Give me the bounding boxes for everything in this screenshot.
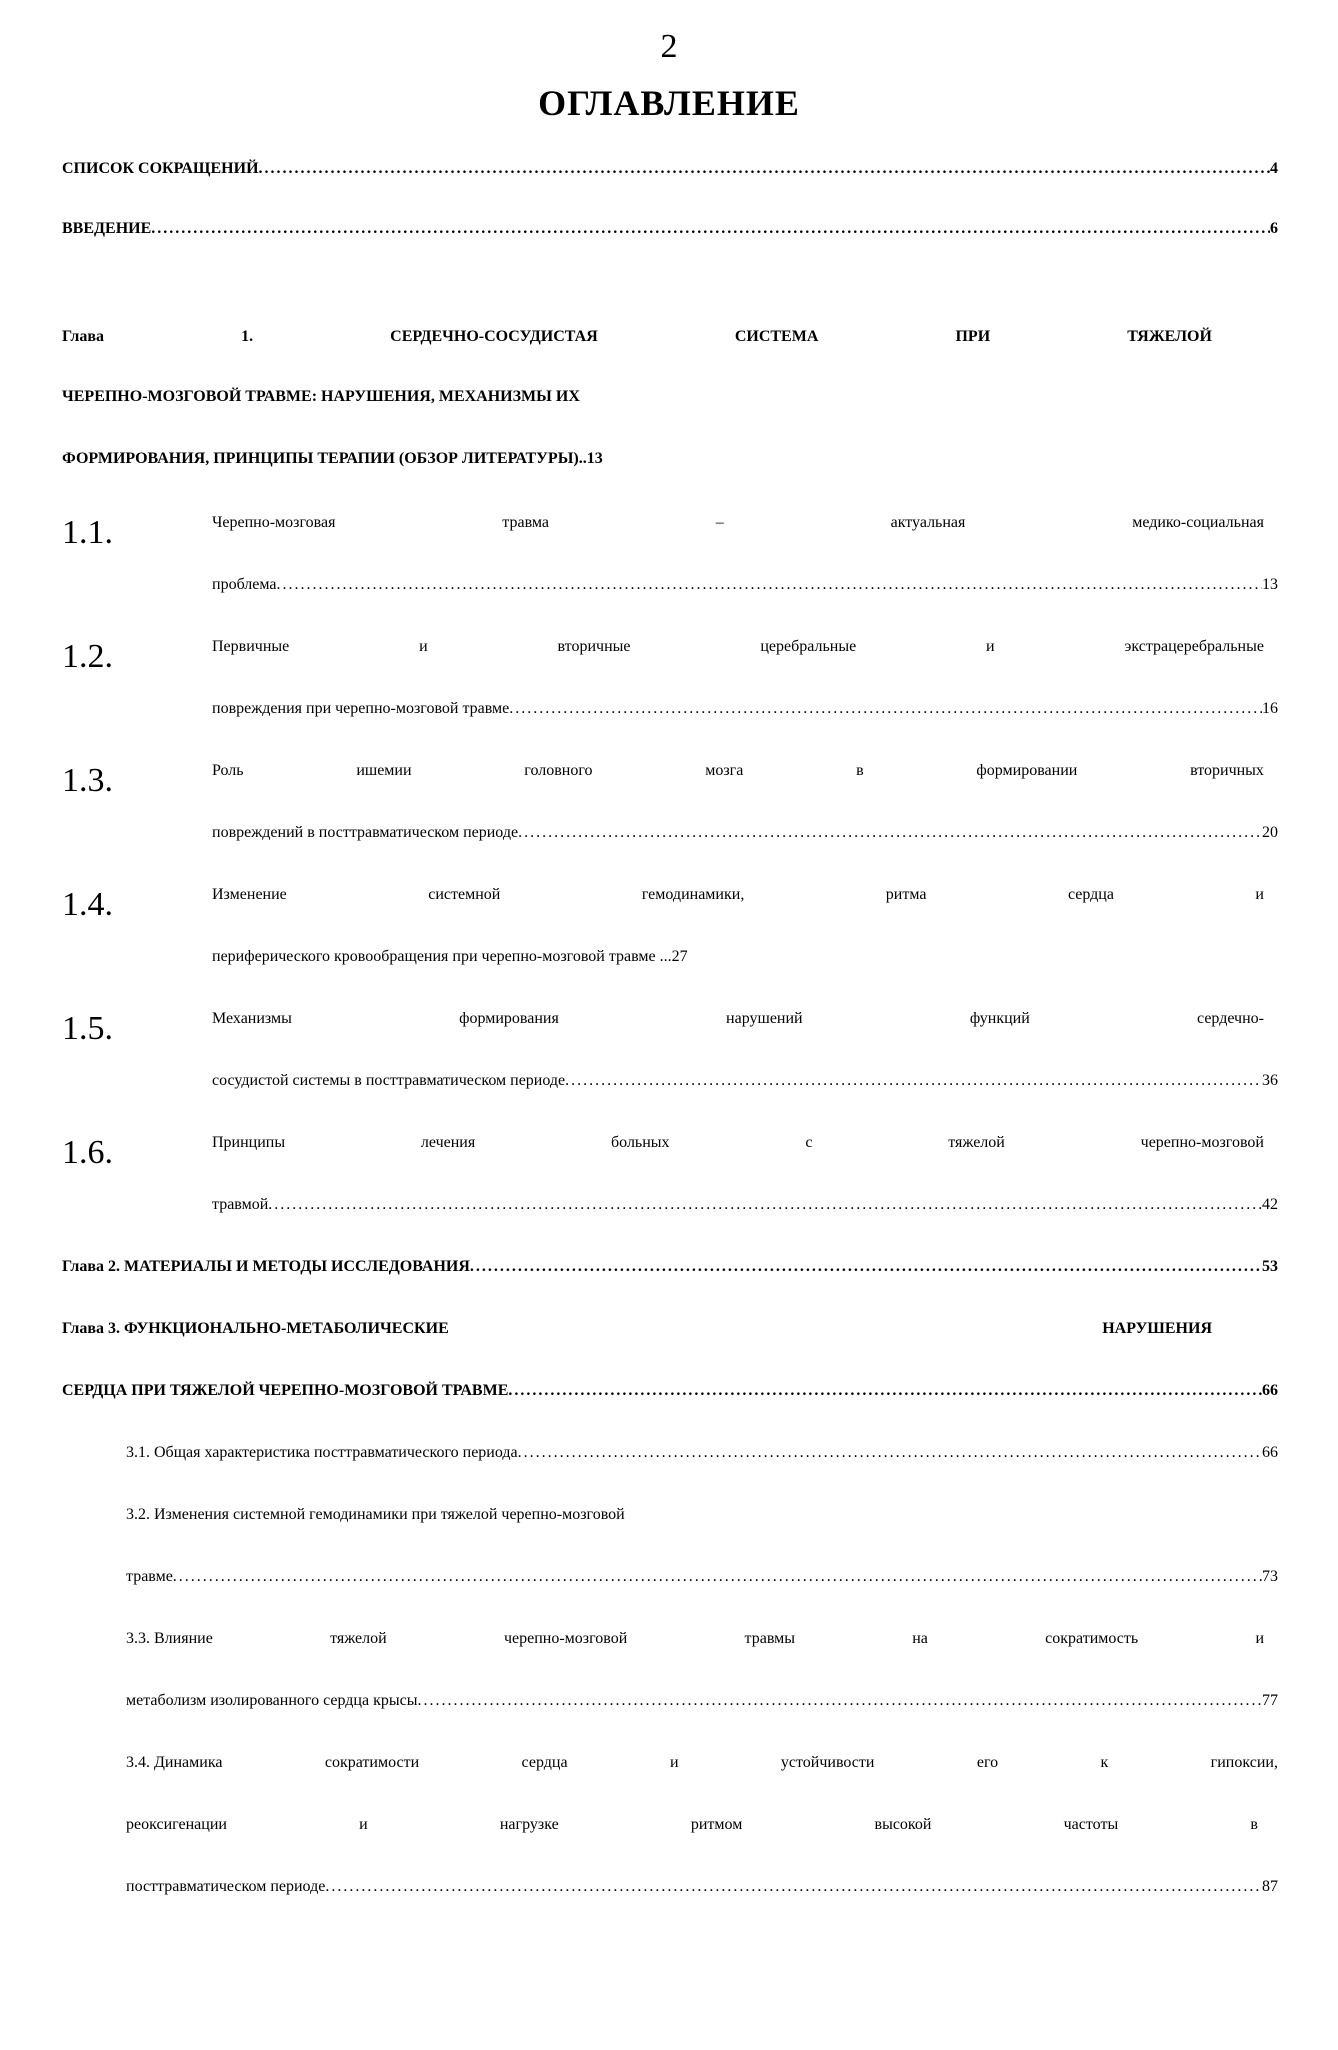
entry-page: 20 (1262, 824, 1278, 841)
entry-page: 4 (1270, 160, 1278, 177)
dot-leader (508, 1382, 1262, 1400)
entry-title: 3.1. Общая характеристика посттравматического периода (126, 1444, 518, 1461)
entry-title-line-2: повреждений в посттравматическом периоде ..... 20 (212, 824, 1278, 864)
section-number: 1.2. (62, 638, 113, 675)
entry-title-line-1: 3.3. Влияние тяжелой черепно-мозговой травмы на сократимость и (126, 1630, 1264, 1647)
entry-page: 66 (1262, 1444, 1278, 1461)
dot-leader (173, 1568, 1262, 1586)
toc-entry-3-1[interactable] (126, 1444, 1278, 1484)
toc-entry-abbreviations[interactable] (62, 160, 1278, 200)
dot-leader (277, 576, 1262, 594)
section-number: 1.3. (62, 762, 113, 799)
dot-leader (518, 1444, 1262, 1462)
entry-title: Глава 2. МАТЕРИАЛЫ И МЕТОДЫ ИССЛЕДОВАНИЯ (62, 1258, 470, 1275)
entry-title-line-2: ЧЕРЕПНО-МОЗГОВОЙ ТРАВМЕ: НАРУШЕНИЯ, МЕХАНИЗМЫ ИХ (62, 388, 580, 405)
section-number: 1.4. (62, 886, 113, 923)
entry-title-line-3: ФОРМИРОВАНИЯ, ПРИНЦИПЫ ТЕРАПИИ (ОБЗОР ЛИТЕРАТУРЫ)..13 (62, 450, 603, 467)
entry-page: 36 (1262, 1072, 1278, 1089)
entry-title-line-1: Глава 3. ФУНКЦИОНАЛЬНО-МЕТАБОЛИЧЕСКИЕ НАРУШЕНИЯ (62, 1320, 1212, 1337)
entry-title-line-1: Черепно-мозговая травма – актуальная медико-социальная (212, 514, 1264, 531)
entry-title-line-2: травме ..... 73 (126, 1568, 1278, 1608)
entry-title-line-1: Принципы лечения больных с тяжелой черепно-мозговой (212, 1134, 1264, 1151)
toc-entry-chapter-2[interactable] (62, 1258, 1278, 1298)
entry-page: 42 (1262, 1196, 1278, 1213)
entry-title-line-1: Изменение системной гемодинамики, ритма сердца и (212, 886, 1264, 903)
entry-title-line-1: Механизмы формирования нарушений функций сердечно- (212, 1010, 1264, 1027)
section-number: 1.5. (62, 1010, 113, 1047)
dot-leader (151, 220, 1270, 238)
entry-title-line-1: 3.4. Динамика сократимости сердца и устойчивости его к гипоксии, (126, 1754, 1278, 1771)
dot-leader (470, 1258, 1262, 1276)
dot-leader (565, 1072, 1262, 1090)
dot-leader (259, 160, 1270, 178)
entry-page: 13 (1262, 576, 1278, 593)
dot-leader (417, 1692, 1262, 1710)
entry-title-line-2: повреждения при черепно-мозговой травме ..... 16 (212, 700, 1278, 740)
entry-title-line-3: посттравматическом периоде ..... 87 (126, 1878, 1278, 1918)
section-number: 1.6. (62, 1134, 113, 1171)
entry-title-line-2: метаболизм изолированного сердца крысы ..... 77 (126, 1692, 1278, 1732)
entry-title-line-1: Глава 1. СЕРДЕЧНО-СОСУДИСТАЯ СИСТЕМА ПРИ ТЯЖЕЛОЙ (62, 328, 1212, 345)
entry-page: 77 (1262, 1692, 1278, 1709)
entry-page: 16 (1262, 700, 1278, 717)
entry-title: ВВЕДЕНИЕ (62, 220, 152, 237)
entry-page: 6 (1270, 220, 1278, 237)
entry-title-line-2: травмой ..... 42 (212, 1196, 1278, 1236)
entry-title-line-1: Роль ишемии головного мозга в формировании вторичных (212, 762, 1264, 779)
entry-title-line-1: 3.2. Изменения системной гемодинамики при тяжелой черепно-мозговой (126, 1506, 625, 1523)
entry-title-line-2: реоксигенации и нагрузке ритмом высокой частоты в (126, 1816, 1258, 1833)
entry-title-line-1: Первичные и вторичные церебральные и экстрацеребральные (212, 638, 1264, 655)
entry-page: 87 (1262, 1878, 1278, 1895)
toc-entry-introduction[interactable] (62, 220, 1278, 260)
entry-title-line-2: СЕРДЦА ПРИ ТЯЖЕЛОЙ ЧЕРЕПНО-МОЗГОВОЙ ТРАВМЕ ..... 66 (62, 1382, 1278, 1422)
dot-leader (325, 1878, 1262, 1896)
entry-page: 66 (1262, 1382, 1278, 1399)
dot-leader (518, 824, 1262, 842)
entry-title-line-2: сосудистой системы в посттравматическом периоде ..... 36 (212, 1072, 1278, 1112)
entry-title: СПИСОК СОКРАЩЕНИЙ (62, 160, 259, 177)
entry-title-line-2: проблема ..... 13 (212, 576, 1278, 616)
section-number: 1.1. (62, 514, 113, 551)
toc-heading: ОГЛАВЛЕНИЕ (538, 83, 800, 123)
entry-page: 73 (1262, 1568, 1278, 1585)
entry-title-line-2: периферического кровообращения при черепно-мозговой травме ...27 (212, 948, 688, 965)
dot-leader (509, 700, 1262, 718)
dot-leader (268, 1196, 1262, 1214)
page-number: 2 (660, 28, 678, 65)
entry-page: 53 (1262, 1258, 1278, 1275)
